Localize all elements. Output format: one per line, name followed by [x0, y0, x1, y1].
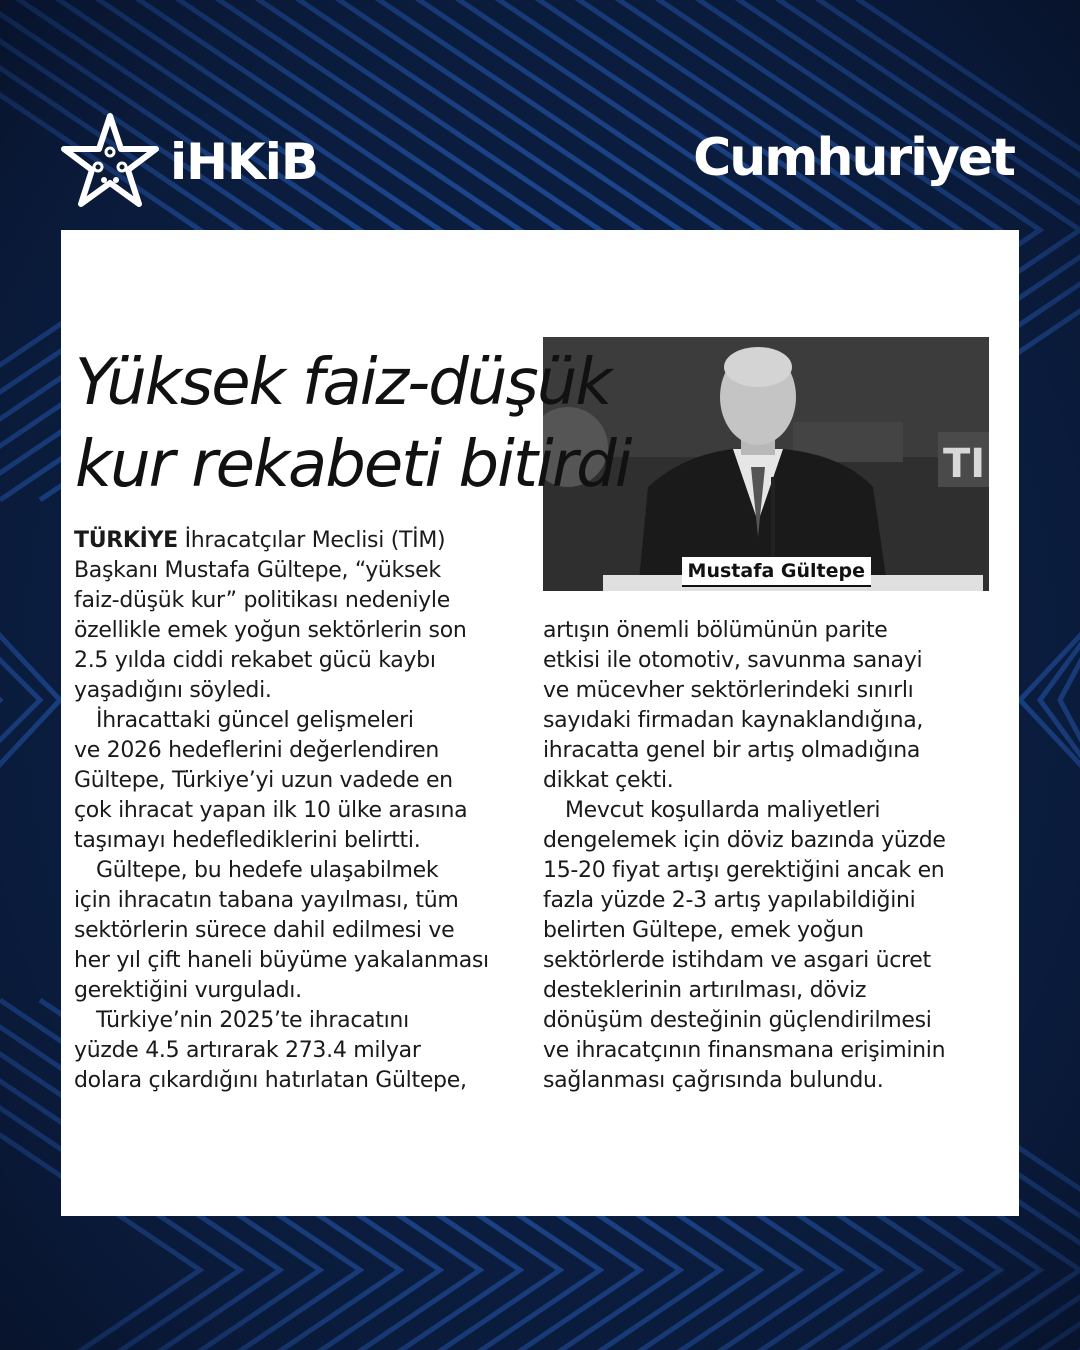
newspaper-clipping [61, 230, 1019, 1216]
article-line: sektörlerde istihdam ve asgari ücret [543, 948, 931, 973]
article-line: Mevcut koşullarda maliyetleri [565, 798, 881, 823]
article-line: her yıl çift haneli büyüme yakalanması [74, 948, 489, 973]
article-line: İhracattaki güncel gelişmeleri [96, 708, 414, 733]
ihkib-logo [60, 112, 318, 212]
article-line: gerektiğini vurguladı. [74, 978, 302, 1003]
article-line: için ihracatın tabana yayılması, tüm [74, 888, 459, 913]
svg-text:TI: TI [943, 441, 986, 487]
star-logo-icon [60, 112, 160, 212]
ihkib-logo-text: iHKiB [170, 133, 318, 191]
article-line: belirten Gültepe, emek yoğun [543, 918, 864, 943]
article-line: taşımayı hedeflediklerini belirtti. [74, 828, 421, 853]
article-line: etkisi ile otomotiv, savunma sanayi [543, 648, 923, 673]
article-line: dikkat çekti. [543, 768, 674, 793]
headline-line-1: Yüksek faiz-düşük [75, 346, 611, 420]
article-line: dolara çıkardığını hatırlatan Gültepe, [74, 1068, 467, 1093]
article-headline [75, 342, 635, 506]
article-line: yaşadığını söyledi. [74, 678, 272, 703]
article-line: ve 2026 hedeflerini değerlendiren [74, 738, 439, 763]
article-line: çok ihracat yapan ilk 10 ülke arasına [74, 798, 468, 823]
article-line: dönüşüm desteğinin güçlendirilmesi [543, 1008, 932, 1033]
article-line: yüzde 4.5 artırarak 273.4 milyar [74, 1038, 421, 1063]
article-line: sektörlerin sürece dahil edilmesi ve [74, 918, 455, 943]
article-line: özellikle emek yoğun sektörlerin son [74, 618, 467, 643]
photo-caption: Mustafa Gültepe [682, 557, 871, 587]
article-line: Gültepe, bu hedefe ulaşabilmek [96, 858, 439, 883]
article-column-left [74, 526, 534, 1096]
article-line: sağlanması çağrısında bulundu. [543, 1068, 884, 1093]
article-line: Gültepe, Türkiye’yi uzun vadede en [74, 768, 453, 793]
article-line [74, 526, 534, 556]
article-line-text: İhracatçılar Meclisi (TİM) [177, 528, 446, 553]
article-line: fazla yüzde 2-3 artış yapılabildiğini [543, 888, 916, 913]
headline-line-2: kur rekabeti bitirdi [75, 428, 631, 502]
article-line: Başkanı Mustafa Gültepe, “yüksek [74, 558, 441, 583]
article-line: ihracatta genel bir artış olmadığına [543, 738, 921, 763]
article-line: desteklerinin artırılması, döviz [543, 978, 867, 1003]
article-line: Türkiye’nin 2025’te ihracatını [96, 1008, 409, 1033]
article-line: 2.5 yılda ciddi rekabet gücü kaybı [74, 648, 436, 673]
article-line: ve ihracatçının finansmana erişiminin [543, 1038, 946, 1063]
article-line: faiz-düşük kur” politikası nedeniyle [74, 588, 450, 613]
article-line: artışın önemli bölümünün parite [543, 618, 888, 643]
article-line: sayıdaki firmadan kaynaklandığına, [543, 708, 924, 733]
article-lead-word: TÜRKİYE [74, 528, 178, 553]
article-column-right [543, 616, 983, 1096]
article-line: dengelemek için döviz bazında yüzde [543, 828, 946, 853]
article-line: ve mücevher sektörlerindeki sınırlı [543, 678, 914, 703]
cumhuriyet-logo: Cumhuriyet [693, 128, 1014, 188]
article-line: 15-20 fiyat artışı gerektiğini ancak en [543, 858, 945, 883]
